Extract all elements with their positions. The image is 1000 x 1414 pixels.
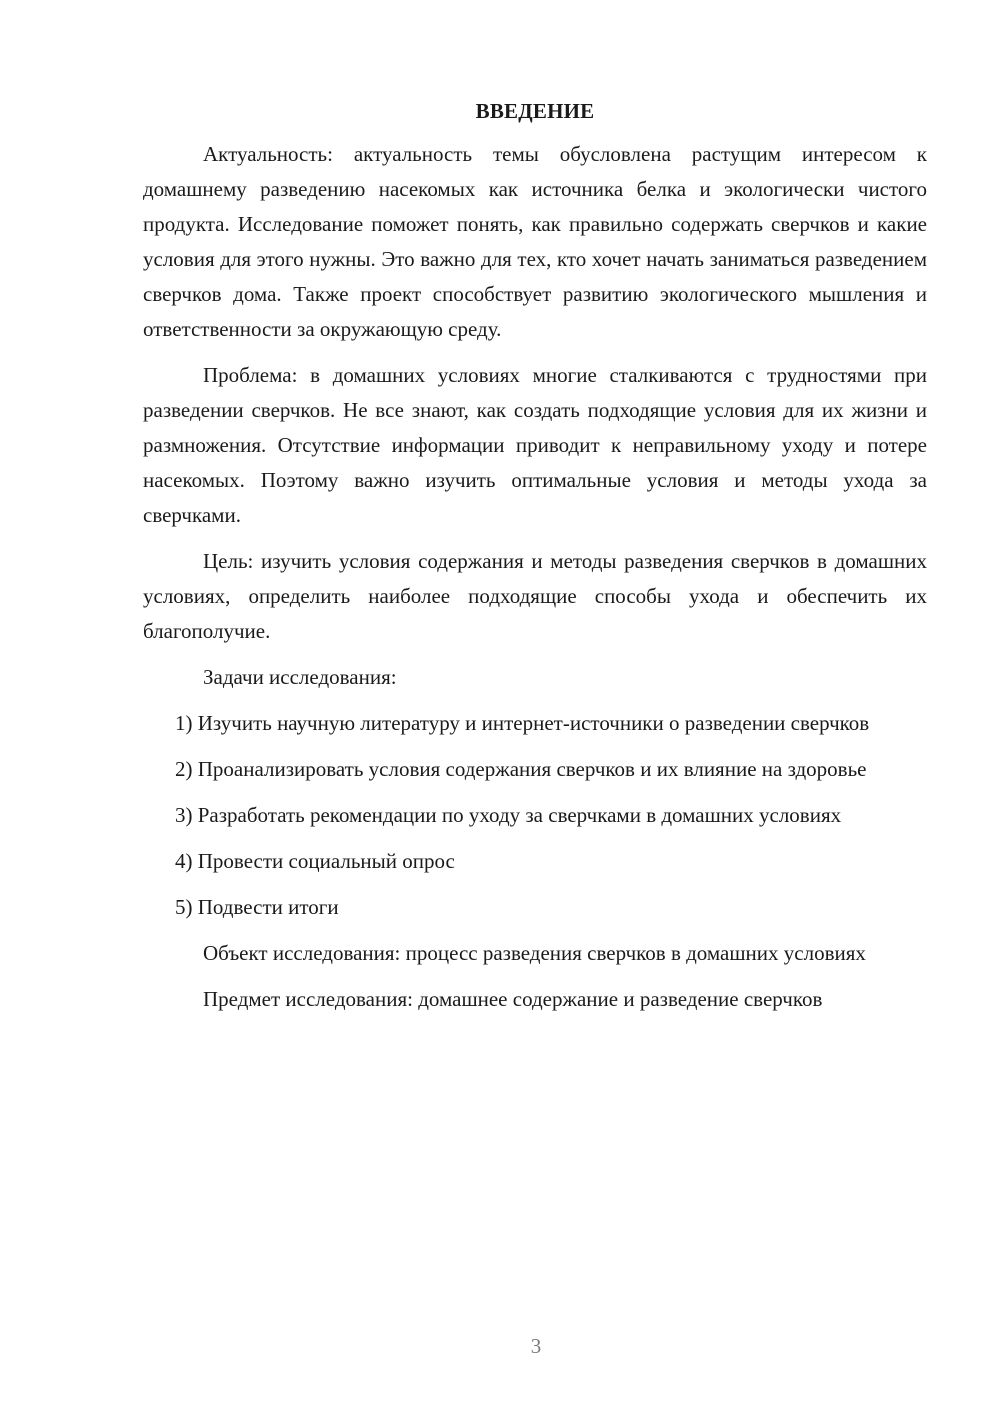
relevance-paragraph: Актуальность: актуальность темы обусловлена растущим интересом к домашнему разведению насекомых как источника белка и экологически чистого продукта. Исследование поможет понять, как правильно содержать сверчков и какие условия для этого нужны. Это важно для тех, кто хочет начать заниматься разведением сверчков дома. Также проект способствует развитию экологического мышления и ответственности за окружающую среду. xyxy=(143,142,927,341)
subject-paragraph: Предмет исследования: домашнее содержание и разведение сверчков xyxy=(203,987,823,1011)
list-item: 3) Разработать рекомендации по уходу за сверчками в домашних условиях xyxy=(175,803,842,827)
list-item: 5) Подвести итоги xyxy=(175,895,339,919)
section-title: ВВЕДЕНИЕ xyxy=(475,99,595,123)
tasks-list xyxy=(143,706,927,925)
problem-paragraph: Проблема: в домашних условиях многие сталкиваются с трудностями при разведении сверчков. Не все знают, как создать подходящие условия для их жизни и размножения. Отсутствие информации приводит к неправильному уходу и потере насекомых. Поэтому важно изучить оптимальные условия и методы ухода за сверчками. xyxy=(143,363,927,527)
goal-paragraph: Цель: изучить условия содержания и методы разведения сверчков в домашних условиях, определить наиболее подходящие способы ухода и обеспечить их благополучие. xyxy=(143,549,927,643)
list-item: 4) Провести социальный опрос xyxy=(175,849,455,873)
page-content xyxy=(143,96,927,1017)
tasks-heading: Задачи исследования: xyxy=(203,665,397,689)
list-item: 1) Изучить научную литературу и интернет-источники о разведении сверчков xyxy=(175,711,870,735)
page-number: 3 xyxy=(530,1334,542,1358)
list-item: 2) Проанализировать условия содержания сверчков и их влияние на здоровье xyxy=(175,757,867,781)
object-paragraph: Объект исследования: процесс разведения сверчков в домашних условиях xyxy=(203,941,866,965)
